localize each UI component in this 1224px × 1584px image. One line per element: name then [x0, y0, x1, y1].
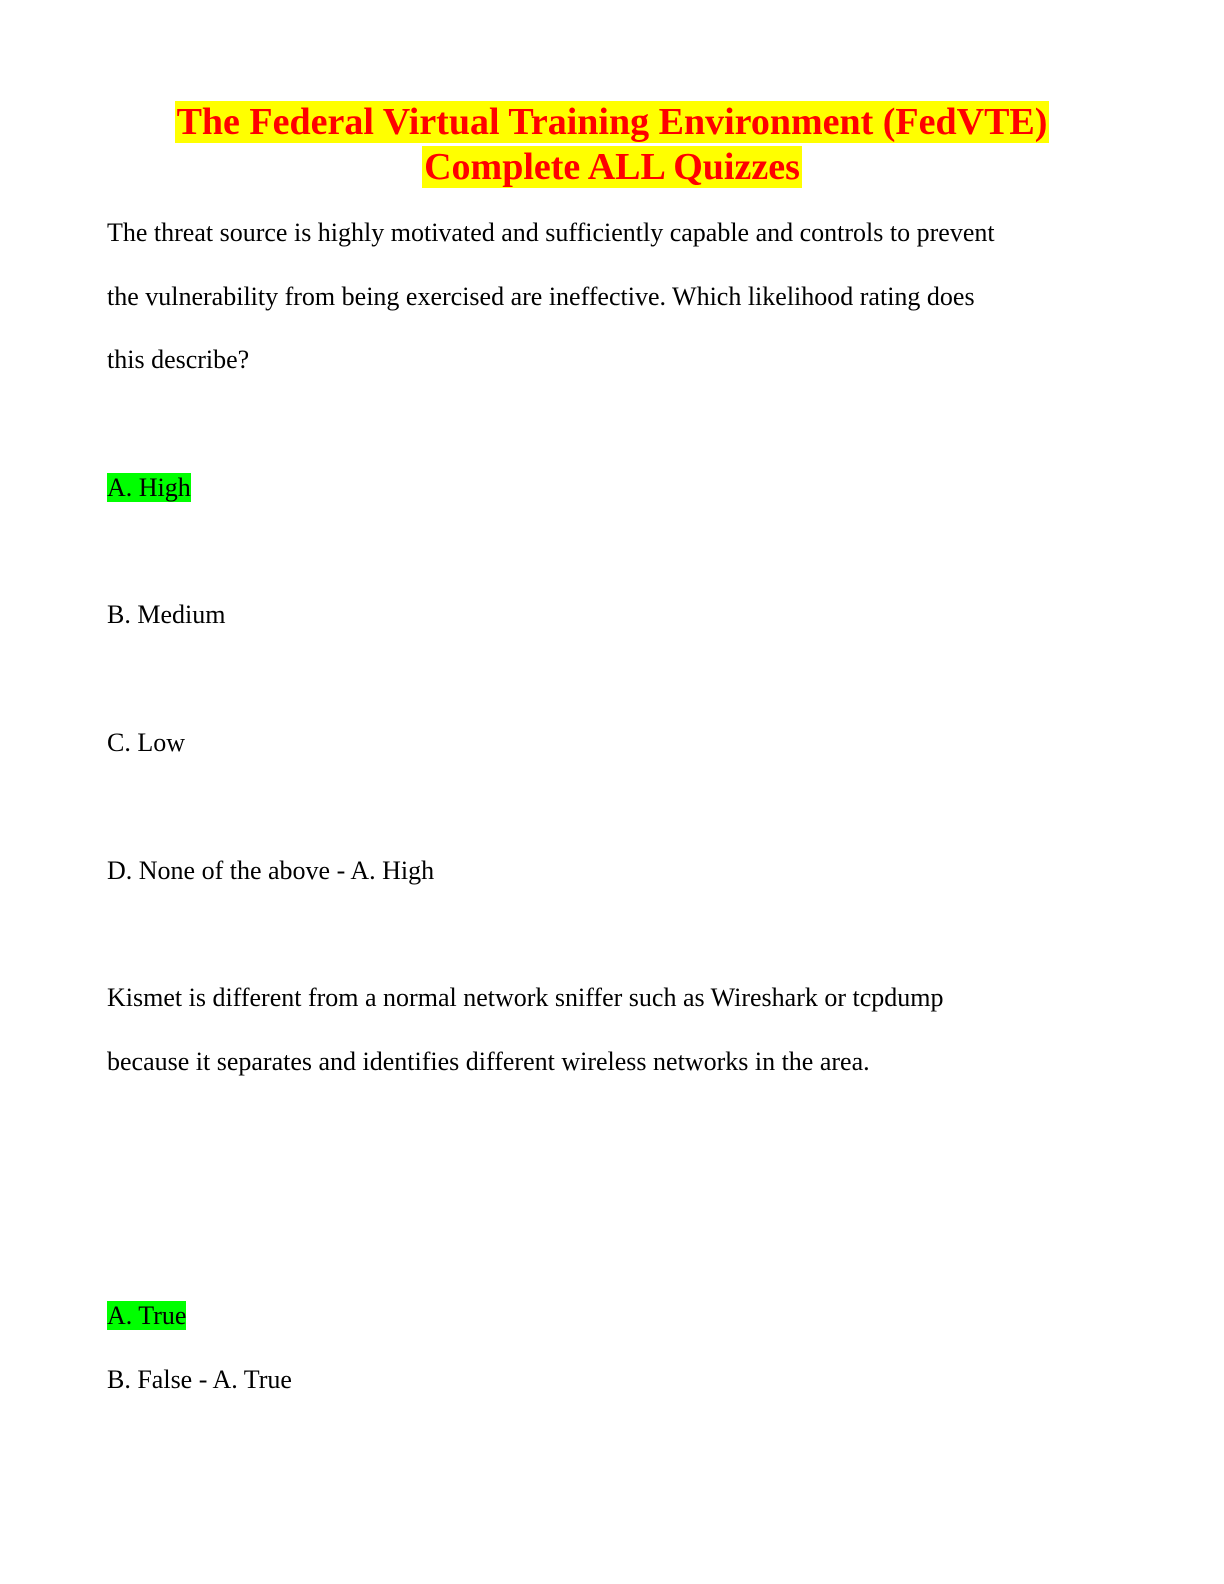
document-title-highlight-2: Complete ALL Quizzes [424, 146, 800, 188]
document-title-line-2 [0, 145, 1224, 189]
q1-question-line-1: The threat source is highly motivated and sufficiently capable and controls to prevent [107, 218, 995, 247]
q1-option-b: B. Medium [107, 600, 226, 629]
q2-option-a [107, 1300, 186, 1332]
q1-option-d: D. None of the above - A. High [107, 856, 435, 885]
document-title-highlight-1: The Federal Virtual Training Environment (FedVTE) [176, 101, 1048, 143]
q1-option-a-highlight: A. High [107, 473, 191, 502]
q2-option-b: B. False - A. True [107, 1365, 292, 1394]
q1-question-line-3: this describe? [107, 345, 250, 374]
q2-option-a-highlight: A. True [107, 1301, 187, 1330]
q1-question-line-2: the vulnerability from being exercised are ineffective. Which likelihood rating does [107, 282, 975, 311]
q1-option-a [107, 472, 191, 504]
document-title-line-1 [0, 100, 1224, 144]
q2-question-line-1: Kismet is different from a normal network sniffer such as Wireshark or tcpdump [107, 983, 944, 1012]
q1-option-c: C. Low [107, 728, 185, 757]
q2-question-line-2: because it separates and identifies different wireless networks in the area. [107, 1047, 870, 1076]
